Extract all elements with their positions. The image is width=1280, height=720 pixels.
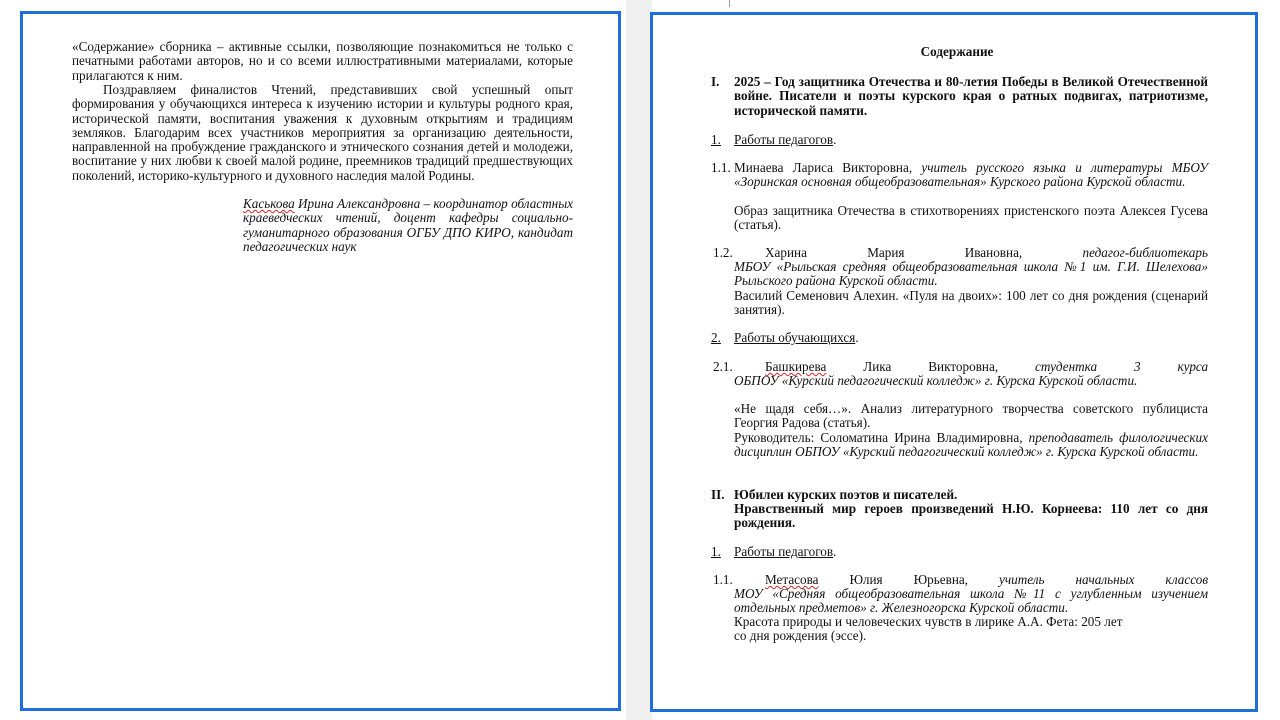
page-title: Содержание: [920, 44, 994, 59]
congratulation-paragraph: Поздравляем финалистов Чтений, представивших свой успешный опыт формирования у обучающихся интереса к изучению истории и культуры родного края, исторической памяти, воспитания уважения к духовным открытиям и традициям земляков. Благодарим всех участников мероприятия за организацию деятельности, направленной на пробуждение гражданского и этнического сознания детей и молодежи, воспитание у них любви к своей малой родине, преемников традиций предшествующих поколений, историко-культурного и духовного наследия малой Родины.: [72, 82, 573, 183]
entry-2-1-surname: Башкирева: [765, 359, 827, 374]
entry-2-1-position-b: 3: [1134, 359, 1141, 374]
section-1-sub-2-heading[interactable]: [734, 331, 859, 345]
entry-1-1-work: Образ защитника Отечества в стихотворениях пристенского поэта Алексея Гусева (статья).: [734, 203, 1208, 233]
entry-ii-1-1-name: Юлия: [849, 572, 883, 587]
section-2-subheading: Нравственный мир героев произведений Н.Ю. Корнеева: 110 лет со дня рождения.: [734, 501, 1208, 531]
entry-2-1-number: 2.1.: [713, 359, 733, 374]
section-1-heading: 2025 – Год защитника Отечества и 80-летия Победы в Великой Отечественной войне. Писатели и поэты курского края о ратных подвигах, патриотизме, исторической памяти.: [734, 74, 1208, 118]
intro-paragraph: «Содержание» сборника – активные ссылки, позволяющие познакомиться не только с печатными работами авторов, но и со всеми иллюстративными материалами, которые прилагаются к ним.: [72, 39, 573, 83]
entry-1-2-number: 1.2.: [713, 245, 733, 260]
section-2-sub-1-num[interactable]: 1.: [711, 544, 721, 559]
entry-ii-1-1-patronymic: Юрьевна,: [913, 572, 969, 587]
entry-ii-1-1-position-c: классов: [1165, 572, 1209, 587]
section-1-numeral: I.: [711, 74, 720, 89]
entry-1-1-author: Минаева Лариса Викторовна,: [734, 160, 913, 175]
entry-ii-1-1-work-line-1: Красота природы и человеческих чувств в лирике А.А. Фета: 205 лет: [734, 614, 1123, 629]
entry-1-1: [734, 161, 1208, 190]
entry-2-1-position: ОБПОУ «Курский педагогический колледж» г. Курска Курской области.: [734, 373, 1138, 388]
entry-1-1-number: 1.1.: [711, 160, 731, 175]
entry-1-2-position: МБОУ «Рыльская средняя общеобразовательная школа №1 им. Г.И. Шелехова» Рыльского района Курской области.: [734, 259, 1208, 289]
advisor-position: преподаватель филологических дисциплин ОБПОУ «Курский педагогический колледж» г. Курска Курской области.: [734, 430, 1208, 460]
signature-details: Ирина Александровна – координатор областных краеведческих чтений, доцент кафедры социально-гуманитарного образования ОГБУ ДПО КИРО, кандидат педагогических наук: [243, 196, 573, 254]
sub-heading-dot: .: [833, 544, 837, 559]
entry-1-2-name: Мария: [867, 245, 905, 260]
entry-1-2-surname: Харина: [765, 245, 807, 260]
sub-heading-link[interactable]: Работы педагогов: [734, 132, 834, 147]
workspace-gap: [626, 0, 652, 720]
ruler-tick: [729, 0, 730, 7]
signature-surname: Каськова: [243, 196, 295, 211]
entry-ii-1-1-position-a: учитель: [999, 572, 1045, 587]
entry-2-1-advisor: [734, 431, 1208, 460]
section-1-sub-2-num[interactable]: 2.: [711, 330, 721, 345]
entry-2-1-name: Лика: [863, 359, 892, 374]
entry-ii-1-1-number: 1.1.: [713, 572, 733, 587]
sub-heading-link[interactable]: Работы обучающихся: [734, 330, 856, 345]
section-2-numeral: II.: [711, 487, 725, 502]
entry-2-1-work: «Не щадя себя…». Анализ литературного творчества советского публициста Георгия Радова (статья).: [734, 401, 1208, 431]
entry-2-1-patronymic: Викторовна,: [928, 359, 999, 374]
sub-heading-dot: .: [833, 132, 837, 147]
entry-2-1-position-a: студентка: [1035, 359, 1098, 374]
entry-ii-1-1-work-line-2: со дня рождения (эссе).: [734, 628, 867, 643]
entry-1-1-position: учитель русского языка и литературы МБОУ «Зоринская основная общеобразовательная» Курского района Курской области.: [734, 160, 1208, 190]
sub-heading-dot: .: [855, 330, 859, 345]
signature-block: [243, 197, 573, 254]
entry-1-2-patronymic: Ивановна,: [964, 245, 1023, 260]
entry-ii-1-1-position: МОУ «Средняя общеобразовательная школа №11 с углубленным изучением отдельных предметов» г. Железногорска Курской области.: [734, 586, 1208, 616]
section-1-sub-1-heading[interactable]: [734, 133, 836, 147]
entry-2-1-position-c: курса: [1177, 359, 1209, 374]
entry-1-2-work: Василий Семенович Алехин. «Пуля на двоих»: 100 лет со дня рождения (сценарий занятия).: [734, 288, 1208, 318]
entry-ii-1-1-surname: Метасова: [765, 572, 819, 587]
section-1-sub-1-num[interactable]: 1.: [711, 132, 721, 147]
entry-1-2-position-start: педагог-библиотекарь: [1082, 245, 1209, 260]
section-2-sub-1-heading[interactable]: [734, 545, 836, 559]
entry-ii-1-1-position-b: начальных: [1075, 572, 1135, 587]
section-2-heading: Юбилеи курских поэтов и писателей.: [734, 487, 958, 502]
advisor-name: Руководитель: Соломатина Ирина Владимировна,: [734, 430, 1023, 445]
sub-heading-link[interactable]: Работы педагогов: [734, 544, 834, 559]
